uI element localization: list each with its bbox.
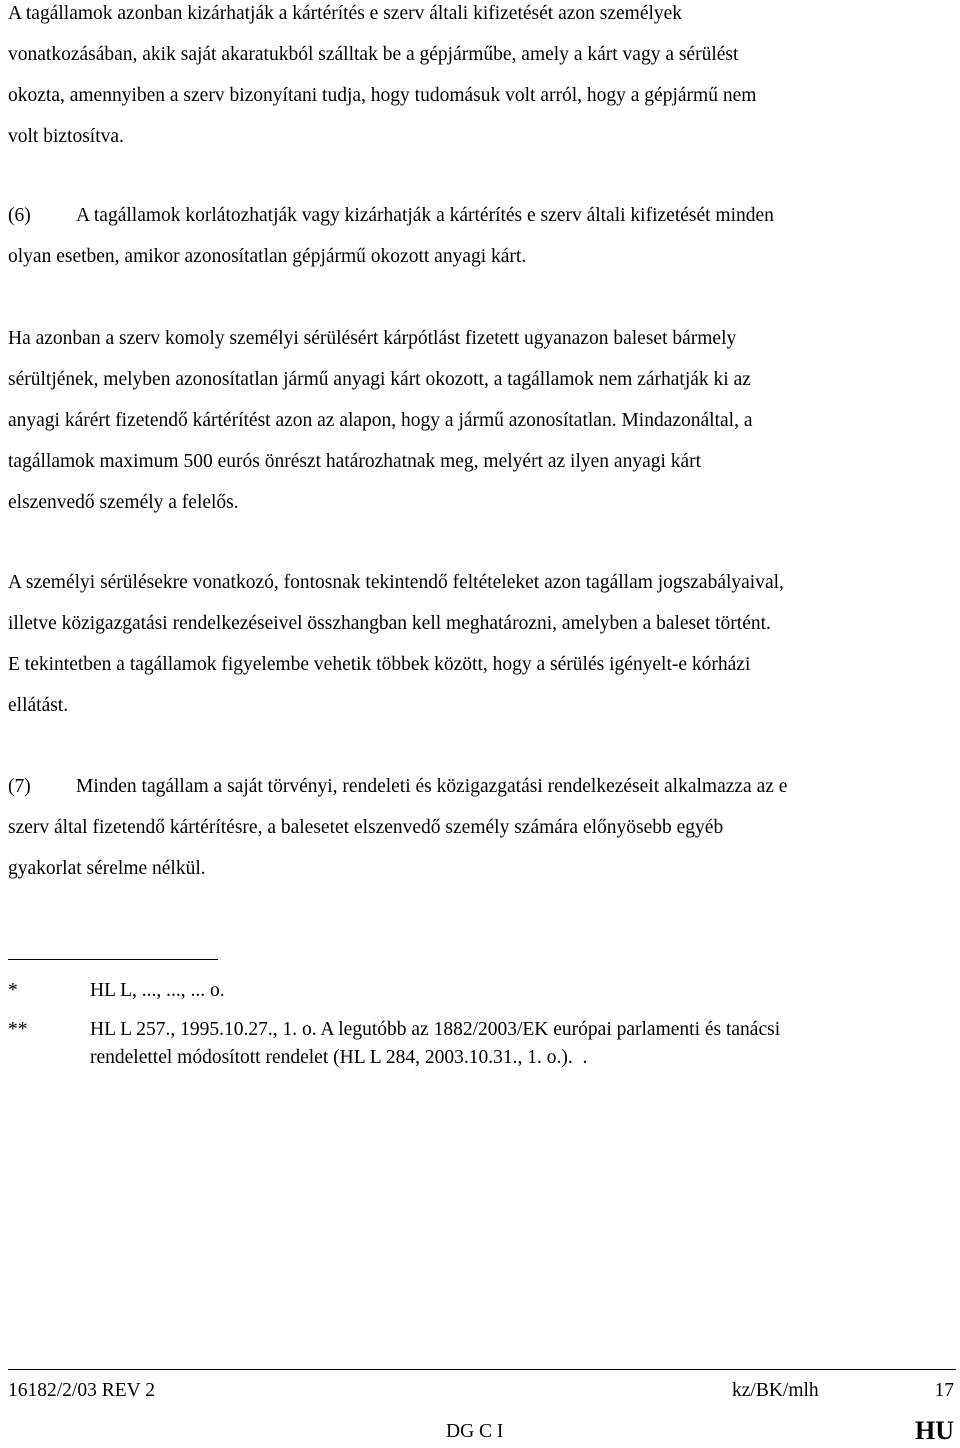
text-segment: A tagállamok korlátozhatják vagy kizárhatják a kártérítés e szerv általi kifizetését minden: [76, 205, 774, 226]
directorate-general: DG C I: [446, 1421, 504, 1442]
text-line: olyan esetben, amikor azonosítatlan gépjármű okozott anyagi kárt.: [8, 246, 527, 267]
paragraph-7: [8, 766, 956, 889]
text-segment: Minden tagállam a saját törvényi, rendeleti és közigazgatási rendelkezéseit alkalmazza az e: [76, 776, 788, 797]
text-line: A tagállamok azonban kizárhatják a kártérítés e szerv általi kifizetését azon személyek: [8, 3, 683, 24]
text-line: elszenvedő személy a felelős.: [8, 492, 239, 513]
paragraph-3: [8, 318, 956, 523]
footnote-separator: [8, 959, 218, 960]
paragraph-4: [8, 562, 956, 726]
text-line: illetve közigazgatási rendelkezéseivel összhangban kell meghatározni, amelyben a baleset történt.: [8, 613, 771, 634]
footnote-mark: *: [8, 980, 18, 1001]
text-line: tagállamok maximum 500 eurós önrészt határozhatnak meg, melyért az ilyen anyagi kárt: [8, 451, 702, 472]
text-line: [8, 195, 956, 236]
paragraph-6: [8, 195, 956, 277]
footnote-line: HL L, ..., ..., ... o.: [90, 980, 225, 1001]
footnote-body: [90, 1016, 956, 1072]
text-line: A személyi sérülésekre vonatkozó, fontosnak tekintendő feltételeket azon tagállam jogszabályaival,: [8, 572, 784, 593]
document-reference: 16182/2/03 REV 2: [8, 1380, 155, 1401]
paragraph-number: (6): [8, 205, 31, 226]
author-initials: kz/BK/mlh: [732, 1380, 819, 1401]
text-line: volt biztosítva.: [8, 126, 124, 147]
text-line: gyakorlat sérelme nélkül.: [8, 858, 206, 879]
text-line: szerv által fizetendő kártérítésre, a balesetet elszenvedő személy számára előnyösebb egyéb: [8, 817, 724, 838]
text-line: anyagi kárért fizetendő kártérítést azon az alapon, hogy a jármű azonosítatlan. Mindazonáltal, a: [8, 410, 753, 431]
text-line: E tekintetben a tagállamok figyelembe vehetik többek között, hogy a sérülés igényelt-e kórházi: [8, 654, 751, 675]
text-line: okozta, amennyiben a szerv bizonyítani tudja, hogy tudomásuk volt arról, hogy a gépjármű nem: [8, 85, 757, 106]
text-line: sérültjének, melyben azonosítatlan jármű anyagi kárt okozott, a tagállamok nem zárhatják ki az: [8, 369, 751, 390]
text-line: Ha azonban a szerv komoly személyi sérülésért kárpótlást fizetett ugyanazon baleset bármely: [8, 328, 737, 349]
text-line: vonatkozásában, akik saját akaratukból szálltak be a gépjárműbe, amely a kárt vagy a sérülést: [8, 44, 739, 65]
paragraph-1: [8, 0, 956, 157]
footnote-1: [8, 977, 956, 1005]
text-line: [8, 766, 956, 807]
footnote-body: [90, 977, 956, 1005]
footnote-2: [8, 1016, 956, 1072]
language-code: HU: [915, 1416, 954, 1445]
footer-rule: [8, 1369, 956, 1370]
footnote-line: HL L 257., 1995.10.27., 1. o. A legutóbb az 1882/2003/EK európai parlamenti és tanácsi: [90, 1019, 781, 1040]
text-line: ellátást.: [8, 695, 69, 716]
page-number: 17: [934, 1380, 954, 1401]
paragraph-number: (7): [8, 776, 31, 797]
footnote-line: rendelettel módosított rendelet (HL L 284, 2003.10.31., 1. o.). .: [90, 1047, 588, 1068]
footnote-mark: **: [8, 1019, 28, 1040]
